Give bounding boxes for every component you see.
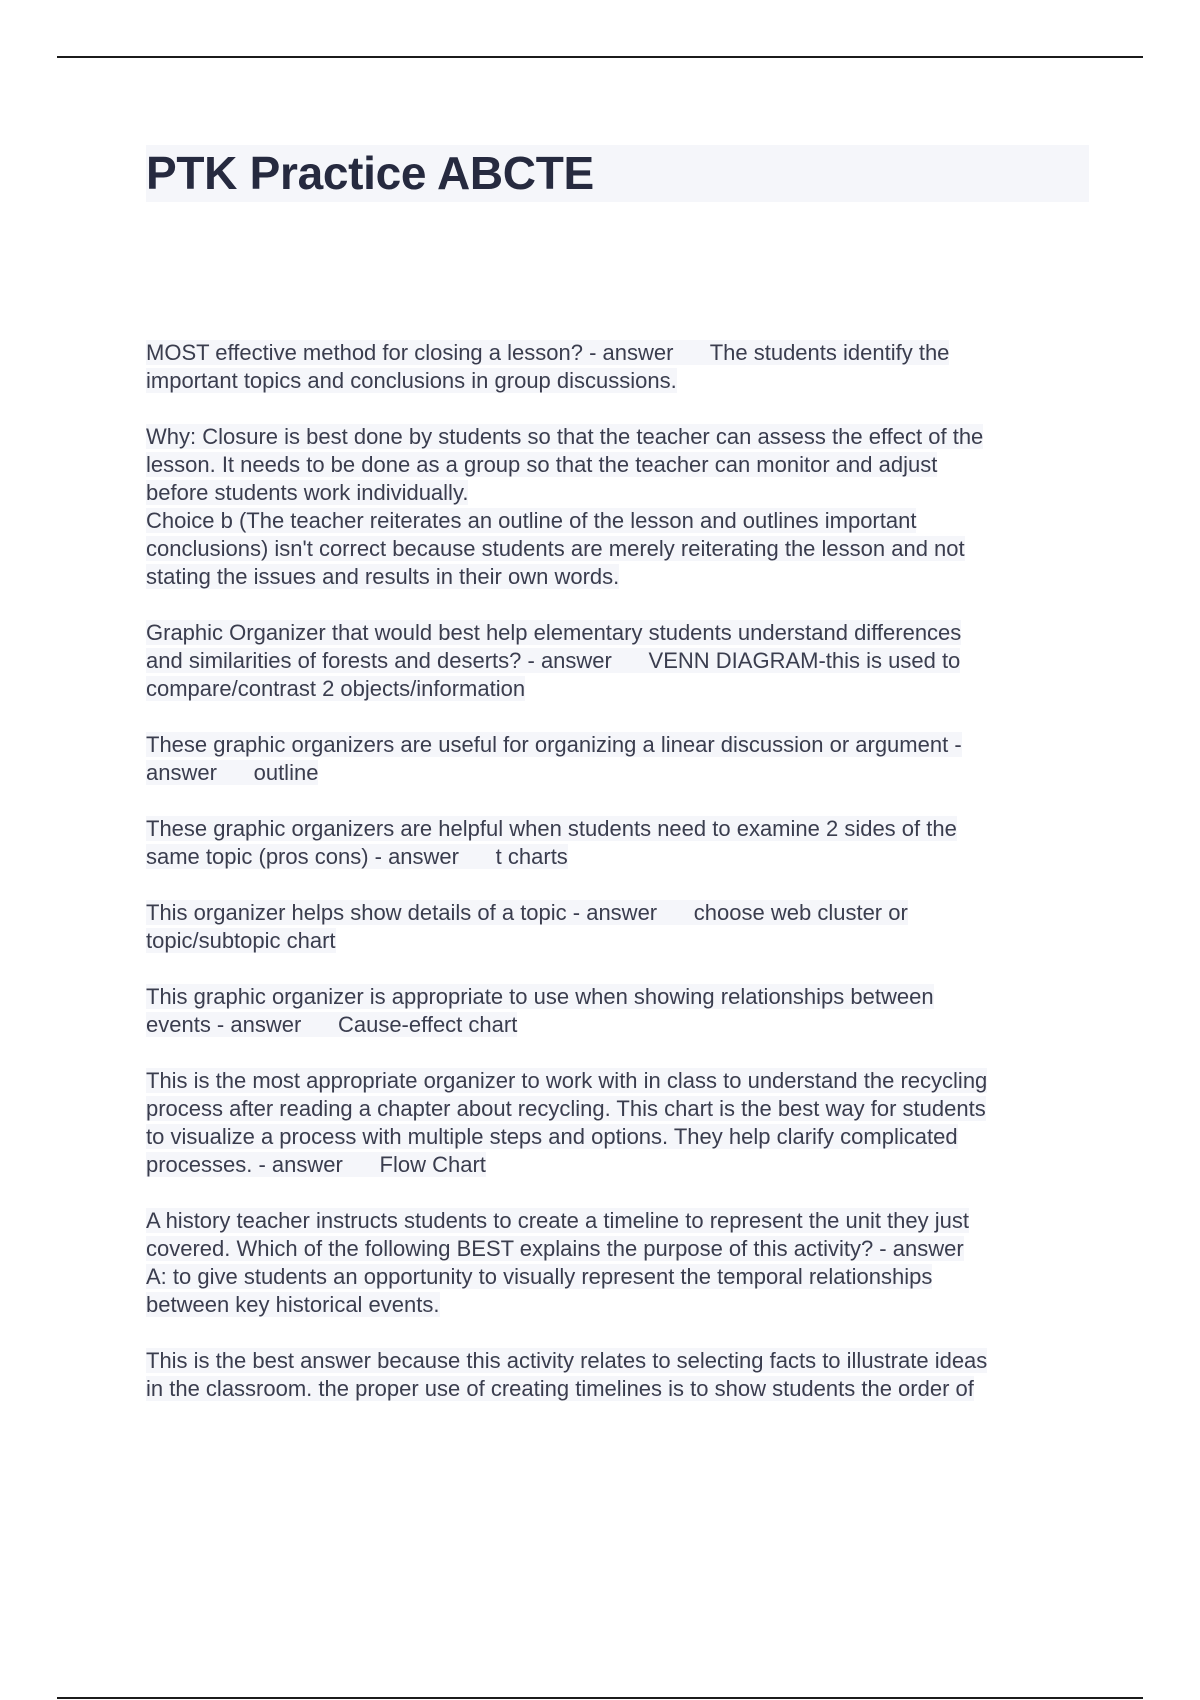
paragraph [146,1347,1076,1403]
text-line: compare/contrast 2 objects/information [146,676,526,701]
paragraph [146,983,1076,1039]
text-line: before students work individually. [146,480,469,505]
text-line: This organizer helps show details of a topic - answer choose web cluster or [146,900,908,925]
text-line: and similarities of forests and deserts? - answer VENN DIAGRAM-this is used to [146,648,961,673]
text-line: between key historical events. [146,1292,440,1317]
text-line: same topic (pros cons) - answer t charts [146,844,568,869]
text-line: This is the most appropriate organizer to work with in class to understand the recycling [146,1068,988,1093]
text-line: processes. - answer Flow Chart [146,1152,486,1177]
paragraph [146,423,1076,591]
text-line: Why: Closure is best done by students so that the teacher can assess the effect of the [146,424,984,449]
page-title: PTK Practice ABCTE [146,147,594,199]
text-line: important topics and conclusions in group discussions. [146,368,677,393]
paragraph [146,1067,1076,1179]
text-line: These graphic organizers are useful for organizing a linear discussion or argument - [146,732,962,757]
paragraph [146,1207,1076,1319]
text-line: These graphic organizers are helpful when students need to examine 2 sides of the [146,816,957,841]
text-line: Choice b (The teacher reiterates an outline of the lesson and outlines important [146,508,917,533]
text-line: conclusions) isn't correct because students are merely reiterating the lesson and not [146,536,965,561]
text-line: events - answer Cause-effect chart [146,1012,518,1037]
text-line: in the classroom. the proper use of creating timelines is to show students the order of [146,1376,974,1401]
text-line: stating the issues and results in their own words. [146,564,620,589]
paragraph [146,339,1076,395]
text-line: Graphic Organizer that would best help elementary students understand differences [146,620,962,645]
text-line: process after reading a chapter about recycling. This chart is the best way for students [146,1096,986,1121]
text-line: A: to give students an opportunity to visually represent the temporal relationships [146,1264,933,1289]
bottom-rule [57,1697,1143,1699]
text-line: This is the best answer because this activity relates to selecting facts to illustrate ideas [146,1348,988,1373]
text-line: answer outline [146,760,319,785]
text-line: A history teacher instructs students to create a timeline to represent the unit they just [146,1208,969,1233]
text-line: covered. Which of the following BEST explains the purpose of this activity? - answer [146,1236,964,1261]
document-body [146,339,1076,1431]
paragraph [146,815,1076,871]
paragraph [146,731,1076,787]
paragraph [146,619,1076,703]
text-line: MOST effective method for closing a lesson? - answer The students identify the [146,340,950,365]
text-line: topic/subtopic chart [146,928,336,953]
text-line: to visualize a process with multiple steps and options. They help clarify complicated [146,1124,958,1149]
paragraph [146,899,1076,955]
text-line: lesson. It needs to be done as a group so that the teacher can monitor and adjust [146,452,938,477]
top-rule [57,56,1143,58]
text-line: This graphic organizer is appropriate to use when showing relationships between [146,984,934,1009]
